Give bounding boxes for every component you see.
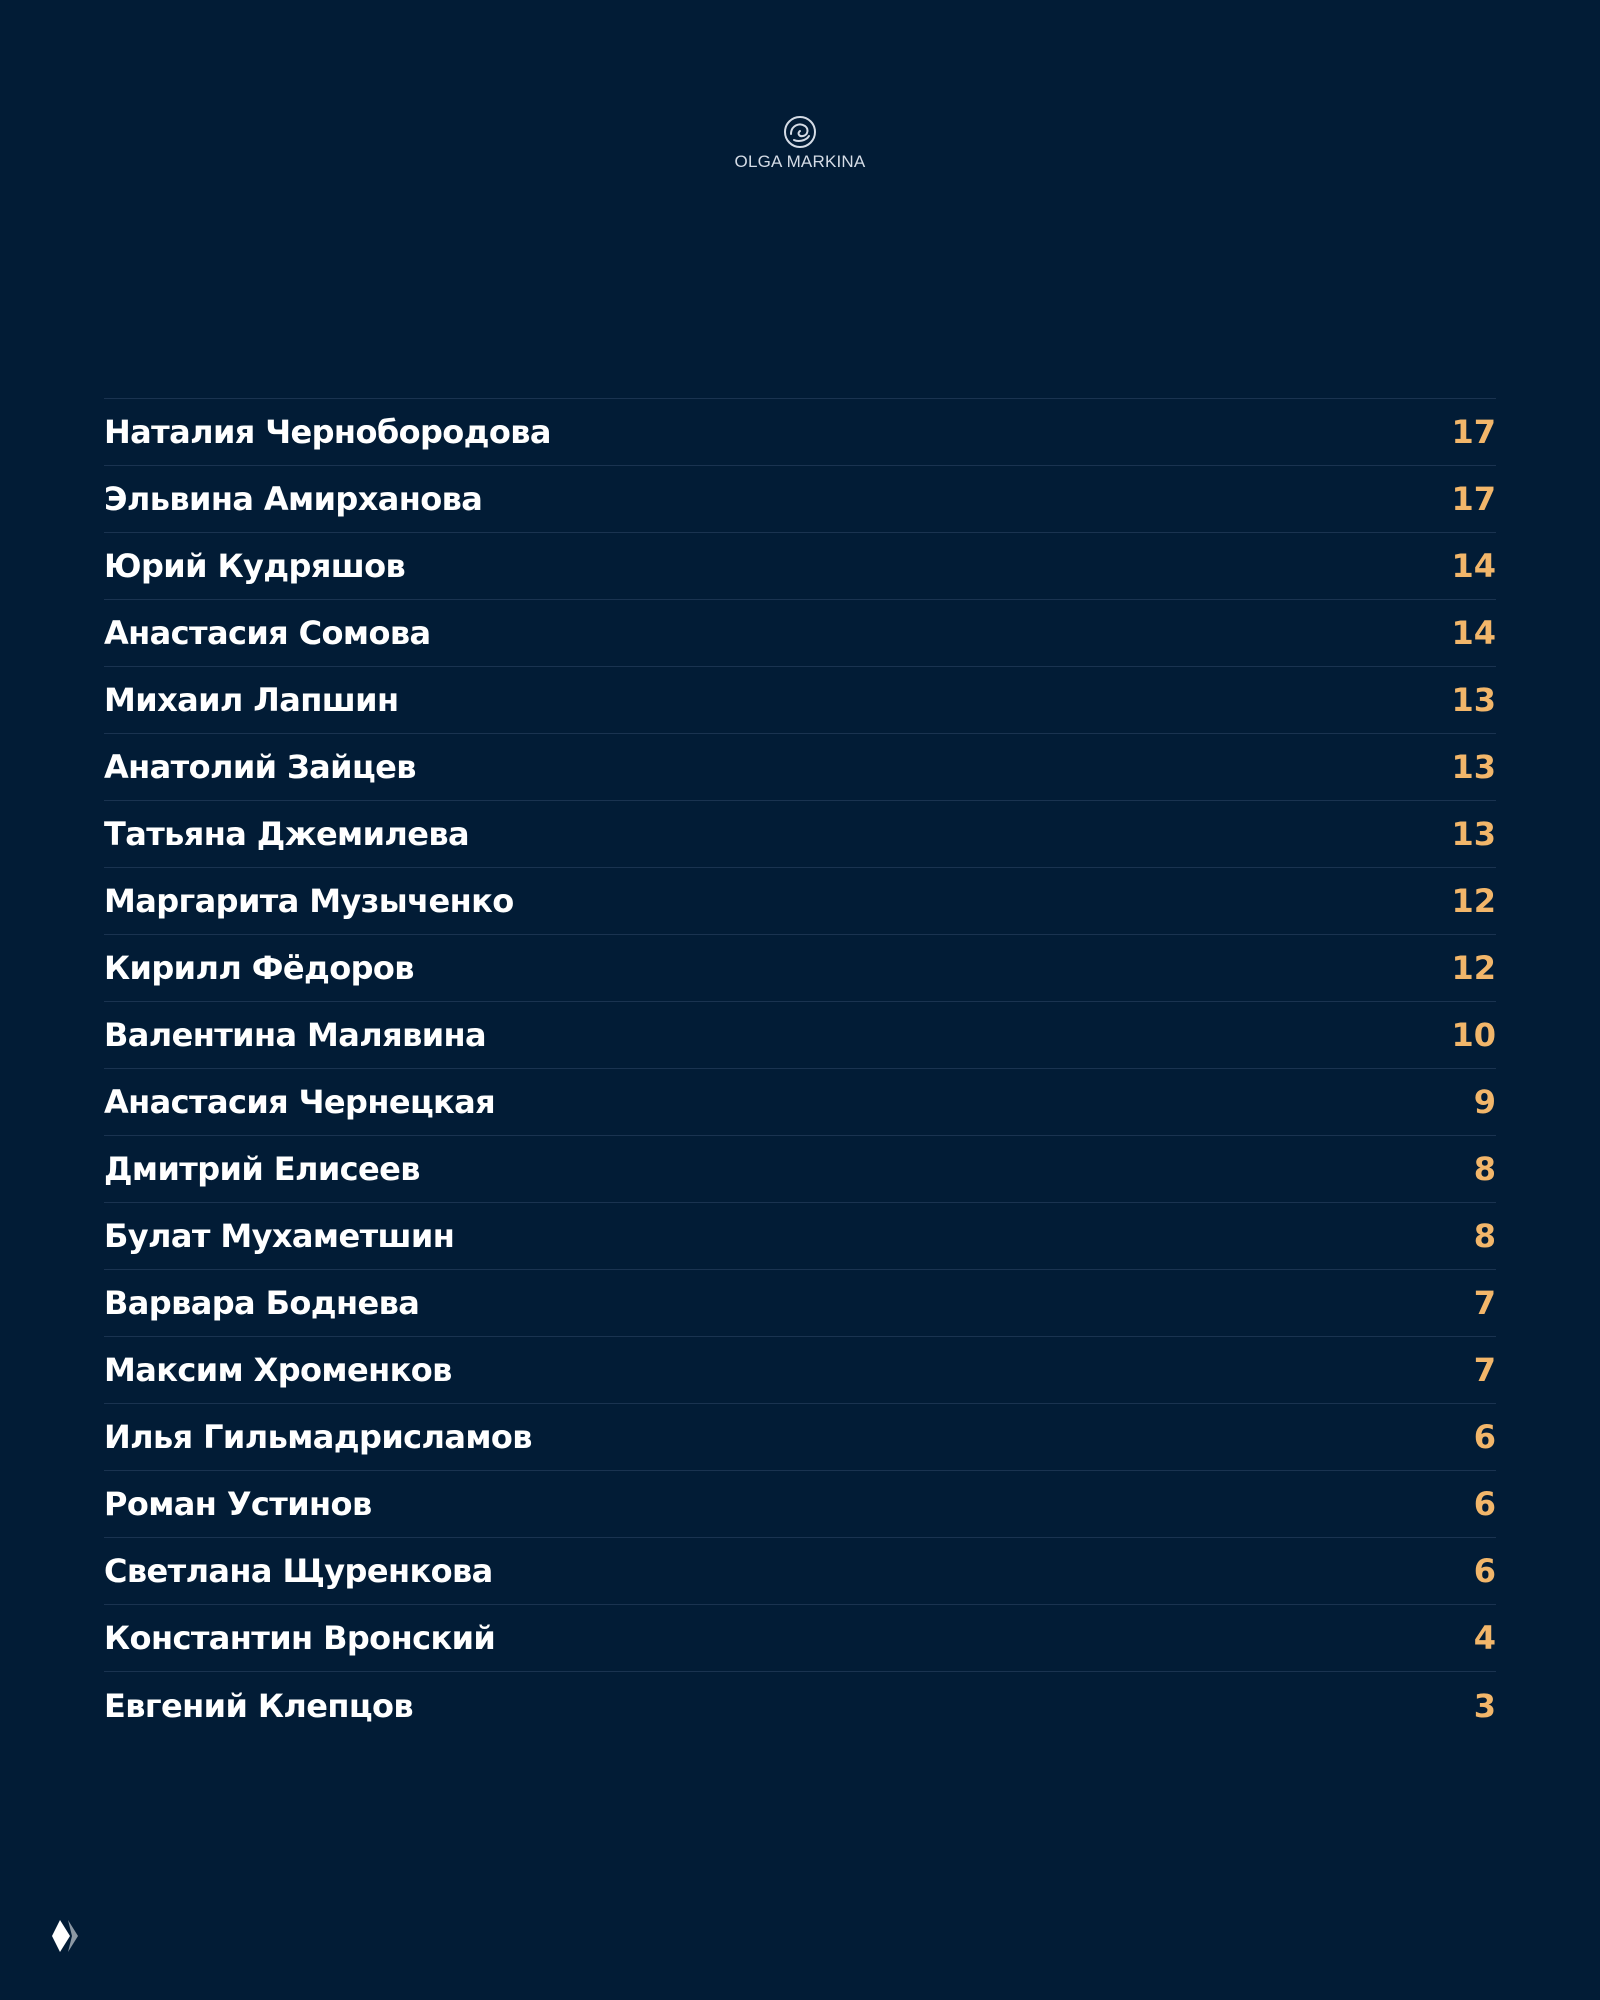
participant-name: Эльвина Амирханова (104, 480, 483, 518)
participant-name: Светлана Щуренкова (104, 1552, 493, 1590)
participant-name: Роман Устинов (104, 1485, 372, 1523)
participant-name: Константин Вронский (104, 1619, 496, 1657)
participant-count: 7 (1473, 1284, 1496, 1322)
participant-count: 13 (1451, 815, 1496, 853)
participant-name: Булат Мухаметшин (104, 1217, 455, 1255)
participant-name: Илья Гильмадрисламов (104, 1418, 532, 1456)
list-item (104, 1404, 1496, 1471)
participant-name: Валентина Малявина (104, 1016, 487, 1054)
list-item (104, 533, 1496, 600)
list-item (104, 1538, 1496, 1605)
participant-count: 8 (1473, 1150, 1496, 1188)
participant-name: Дмитрий Елисеев (104, 1150, 420, 1188)
participant-name: Максим Хроменков (104, 1351, 452, 1389)
list-item (104, 1672, 1496, 1739)
participant-count: 3 (1473, 1686, 1496, 1725)
list-item (104, 734, 1496, 801)
participant-count: 6 (1473, 1418, 1496, 1456)
participant-name: Татьяна Джемилева (104, 815, 470, 853)
list-item (104, 600, 1496, 667)
participant-name: Евгений Клепцов (104, 1686, 413, 1725)
list-item (104, 801, 1496, 868)
participant-name: Анастасия Сомова (104, 614, 431, 652)
participant-name: Варвара Боднева (104, 1284, 420, 1322)
participant-count: 17 (1451, 413, 1496, 451)
list-item (104, 1002, 1496, 1069)
list-item (104, 1270, 1496, 1337)
participant-count: 6 (1473, 1485, 1496, 1523)
participant-name: Наталия Чернобородова (104, 413, 551, 451)
list-item (104, 1337, 1496, 1404)
list-item (104, 1471, 1496, 1538)
participant-count: 4 (1473, 1619, 1496, 1657)
participant-count: 14 (1451, 547, 1496, 585)
participant-count: 13 (1451, 681, 1496, 719)
participant-name: Михаил Лапшин (104, 681, 399, 719)
participant-count: 9 (1473, 1083, 1496, 1121)
participant-name: Анастасия Чернецкая (104, 1083, 496, 1121)
list-item (104, 1203, 1496, 1270)
participant-list (104, 398, 1496, 1739)
participant-count: 14 (1451, 614, 1496, 652)
participant-count: 17 (1451, 480, 1496, 518)
participant-count: 12 (1451, 882, 1496, 920)
participant-name: Кирилл Фёдоров (104, 949, 414, 987)
list-item (104, 667, 1496, 734)
list-item (104, 868, 1496, 935)
list-item (104, 399, 1496, 466)
participant-count: 12 (1451, 949, 1496, 987)
list-item (104, 1605, 1496, 1672)
participant-count: 7 (1473, 1351, 1496, 1389)
list-item (104, 466, 1496, 533)
list-item (104, 1136, 1496, 1203)
participant-count: 8 (1473, 1217, 1496, 1255)
participant-count: 10 (1451, 1016, 1496, 1054)
participant-count: 13 (1451, 748, 1496, 786)
participant-name: Анатолий Зайцев (104, 748, 416, 786)
diamond-logo-icon (48, 1918, 80, 1954)
list-item (104, 1069, 1496, 1136)
brand-logo (0, 114, 1600, 172)
circular-swirl-logo-icon (782, 114, 818, 150)
brand-name: OLGA MARKINA (734, 152, 866, 171)
participant-count: 6 (1473, 1552, 1496, 1590)
participant-name: Маргарита Музыченко (104, 882, 514, 920)
participant-name: Юрий Кудряшов (104, 547, 406, 585)
list-item (104, 935, 1496, 1002)
